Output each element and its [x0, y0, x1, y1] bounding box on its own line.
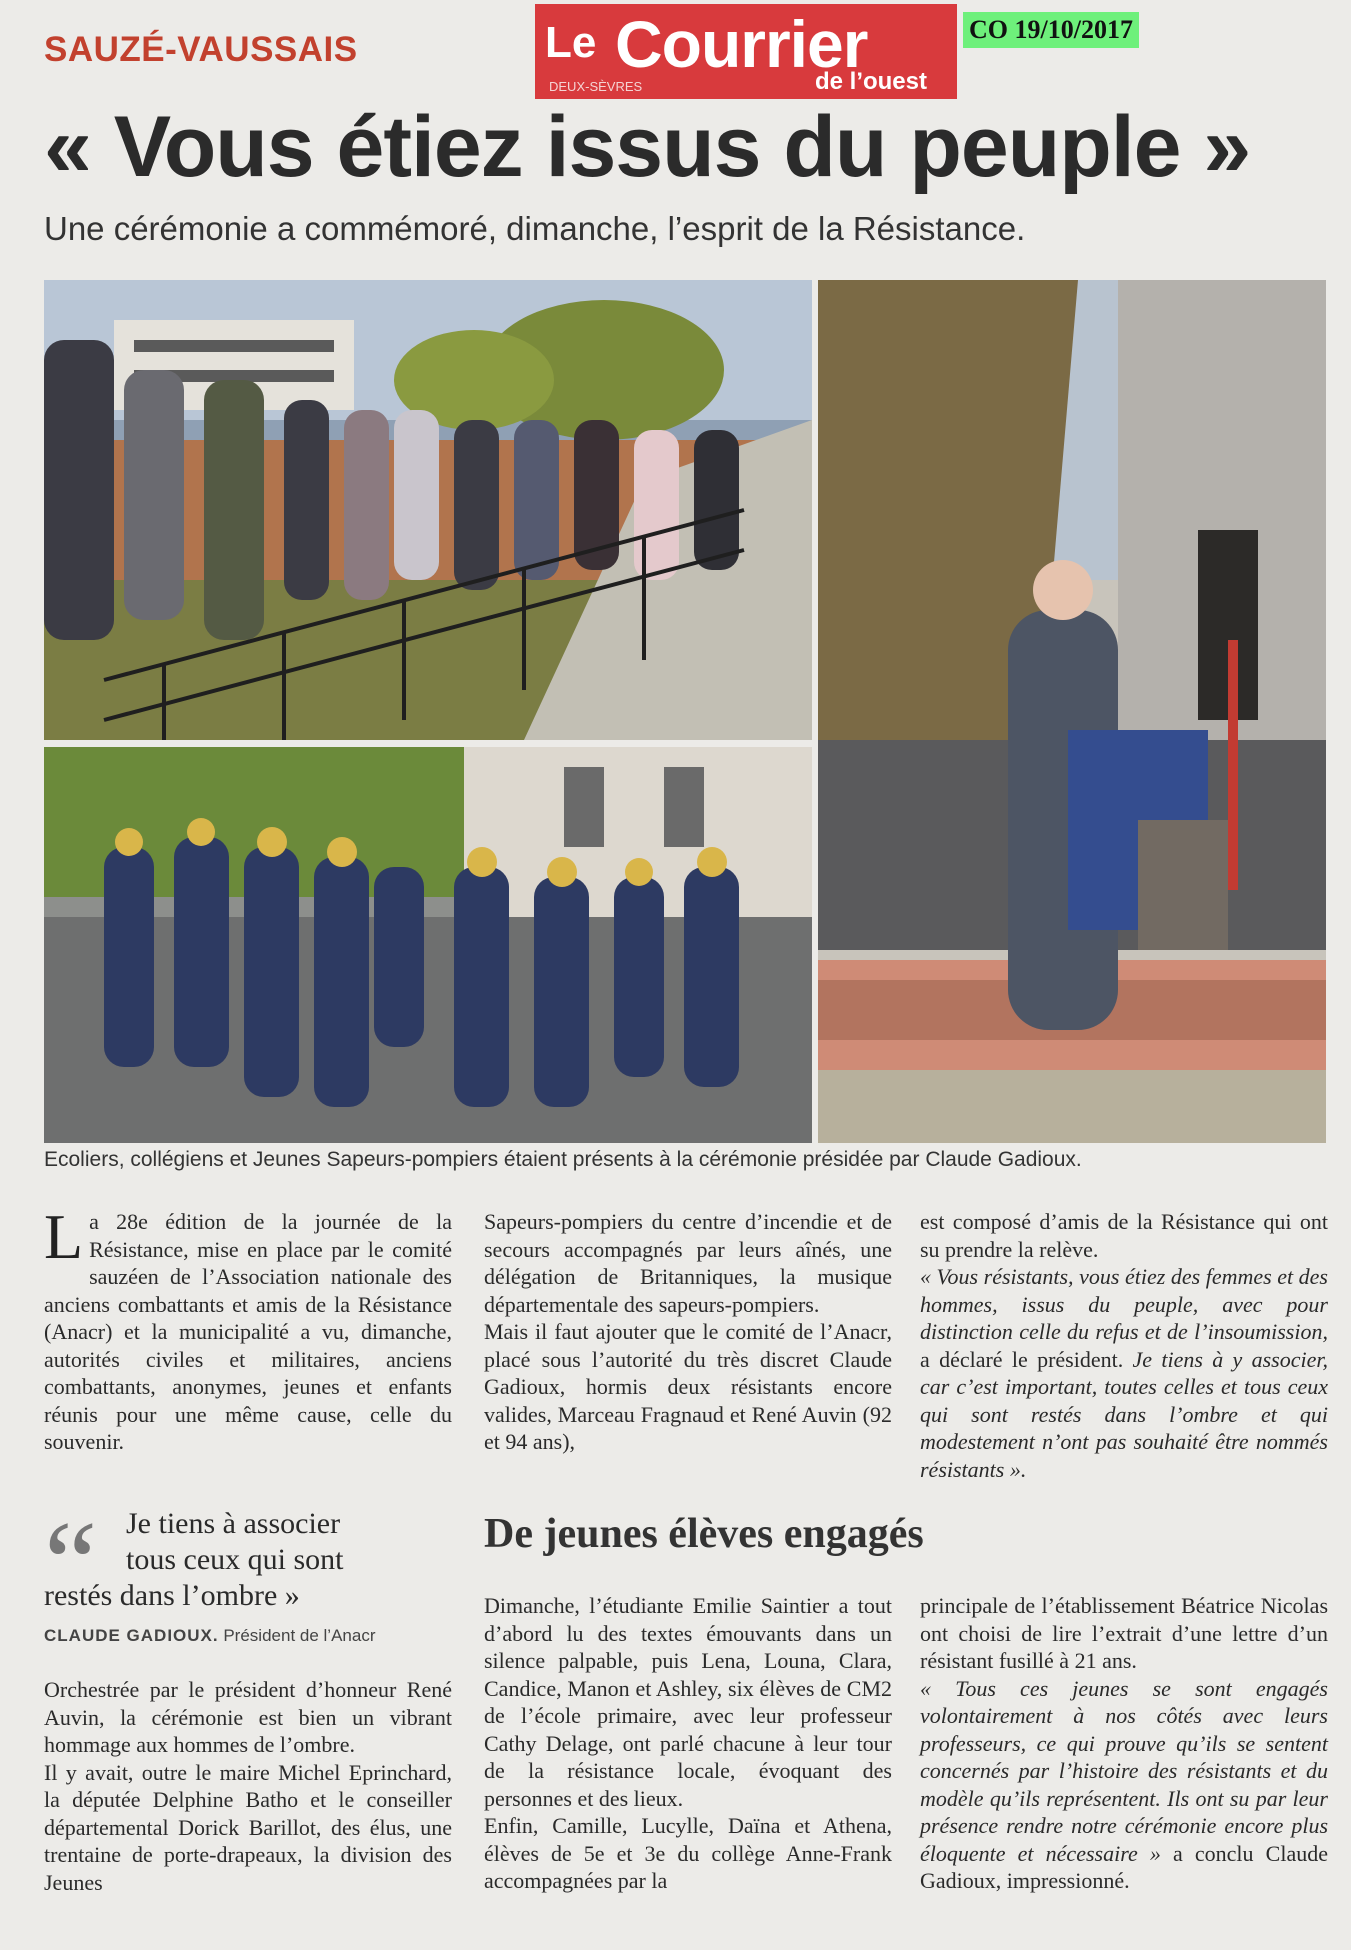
newspaper-logo	[535, 4, 957, 99]
pull-quote-line: Je tiens à associer	[126, 1507, 341, 1540]
article-column-1-top	[44, 1201, 452, 1456]
quote-text: « Vous résistants, vous étiez des femmes et des hommes, issus du peuple, avec pour distinction celle du refus et de l’insoumission,	[920, 1264, 1328, 1344]
quote-author-role: Président de l’Anacr	[218, 1626, 376, 1645]
article-paragraph: est composé d’amis de la Résistance qui ont su prendre la relève.	[920, 1209, 1328, 1262]
section-kicker: SAUZÉ-VAUSSAIS	[44, 30, 358, 69]
logo-courrier: Courrier	[615, 7, 868, 81]
article-column-1-bottom	[44, 1676, 452, 1896]
pull-quote-line: restés dans l’ombre »	[44, 1579, 300, 1612]
article-paragraph: Il y avait, outre le maire Michel Eprinchard, la députée Delphine Batho et le conseiller départemental Dorick Barillot, des élus, une trentaine de porte-drapeaux, la division des Jeunes	[44, 1759, 452, 1895]
photo-young-firefighters	[44, 747, 812, 1143]
article-paragraph: principale de l’établissement Béatrice Nicolas ont choisi de lire l’extrait d’une lettre d’un résistant fusillé à 21 ans.	[920, 1593, 1328, 1673]
quote-text: « Tous ces jeunes se sont engagés volontairement à nos côtés avec leurs professeurs, ce qui prouve qu’ils se sentent concernés par l’histoire des résistants et du modèle qu’ils représentent. Ils ont su par leur présence rendre notre cérémonie encore plus éloquente et nécessaire »	[920, 1675, 1328, 1866]
article-paragraph: Sapeurs-pompiers du centre d’incendie et de secours accompagnés par leurs aînés, une délégation de Britanniques, la musique départementale des sapeurs-pompiers.	[484, 1209, 892, 1317]
quote-attribution: a déclaré le président.	[920, 1346, 1133, 1372]
article-column-3-top	[920, 1208, 1328, 1483]
pull-quote-line: tous ceux qui sont	[126, 1543, 344, 1576]
article-column-2-top	[484, 1208, 892, 1456]
quote-author	[44, 1626, 376, 1646]
logo-le: Le	[545, 18, 597, 67]
quote-text: Je tiens à y associer, car c’est important, toutes celles et tous ceux qui sont restés dans l’ombre et qui modestement n’ont pas souhaité être nommés résistants ».	[920, 1346, 1329, 1482]
article-paragraph: Mais il faut ajouter que le comité de l’Anacr, placé sous l’autorité du très discret Claude Gadioux, hormis deux résistants encore valides, Marceau Fragnaud et René Auvin (92 et 94 ans),	[484, 1319, 892, 1454]
article-column-3-bottom	[920, 1592, 1328, 1895]
article-paragraph: Orchestrée par le président d’honneur René Auvin, la cérémonie est bien un vibrant hommage aux hommes de l’ombre.	[44, 1677, 452, 1757]
photo-president-speech	[818, 280, 1326, 1143]
section-title: De jeunes élèves engagés	[484, 1511, 924, 1557]
drop-cap: L	[44, 1201, 84, 1272]
photo-caption: Ecoliers, collégiens et Jeunes Sapeurs-pompiers étaient présents à la cérémonie présidée par Claude Gadioux.	[44, 1148, 1082, 1171]
quote-author-name: CLAUDE GADIOUX.	[44, 1626, 219, 1645]
date-tag: CO 19/10/2017	[963, 12, 1139, 48]
article-paragraph: Dimanche, l’étudiante Emilie Saintier a tout d’abord lu des textes émouvants dans un silence palpable, puis Lena, Louna, Clara, Candice, Manon et Ashley, six élèves de CM2 de l’école primaire, avec leur professeur Cathy Delage, ont parlé chacune à leur tour de la résistance locale, évoquant des personnes et des lieux.	[484, 1593, 892, 1811]
article-paragraph-end: a conclu Claude Gadioux, impressionné.	[920, 1840, 1328, 1893]
article-paragraph: a 28e édition de la journée de la Résistance, mise en place par le comité sauzéen de l’Association nationale des anciens combattants et amis de la Résistance (Anacr) et la municipalité a vu, dimanche, autorités civiles et militaires, anciens combattants, anonymes, jeunes et enfants réunis pour une même cause, celle du souvenir.	[44, 1209, 452, 1454]
article-column-2-bottom	[484, 1592, 892, 1895]
photo-students-at-railing	[44, 280, 812, 740]
logo-region: DEUX-SÈVRES	[549, 79, 643, 94]
quote-mark-icon: “	[44, 1496, 98, 1629]
subheadline: Une cérémonie a commémoré, dimanche, l’esprit de la Résistance.	[44, 210, 1026, 247]
headline: « Vous étiez issus du peuple »	[44, 99, 1251, 195]
pull-quote	[44, 1496, 444, 1629]
article-paragraph: Enfin, Camille, Lucylle, Daïna et Athena, élèves de 5e et 3e du collège Anne-Frank accompagnées par la	[484, 1813, 892, 1893]
logo-de-louest: de l’ouest	[814, 68, 927, 95]
